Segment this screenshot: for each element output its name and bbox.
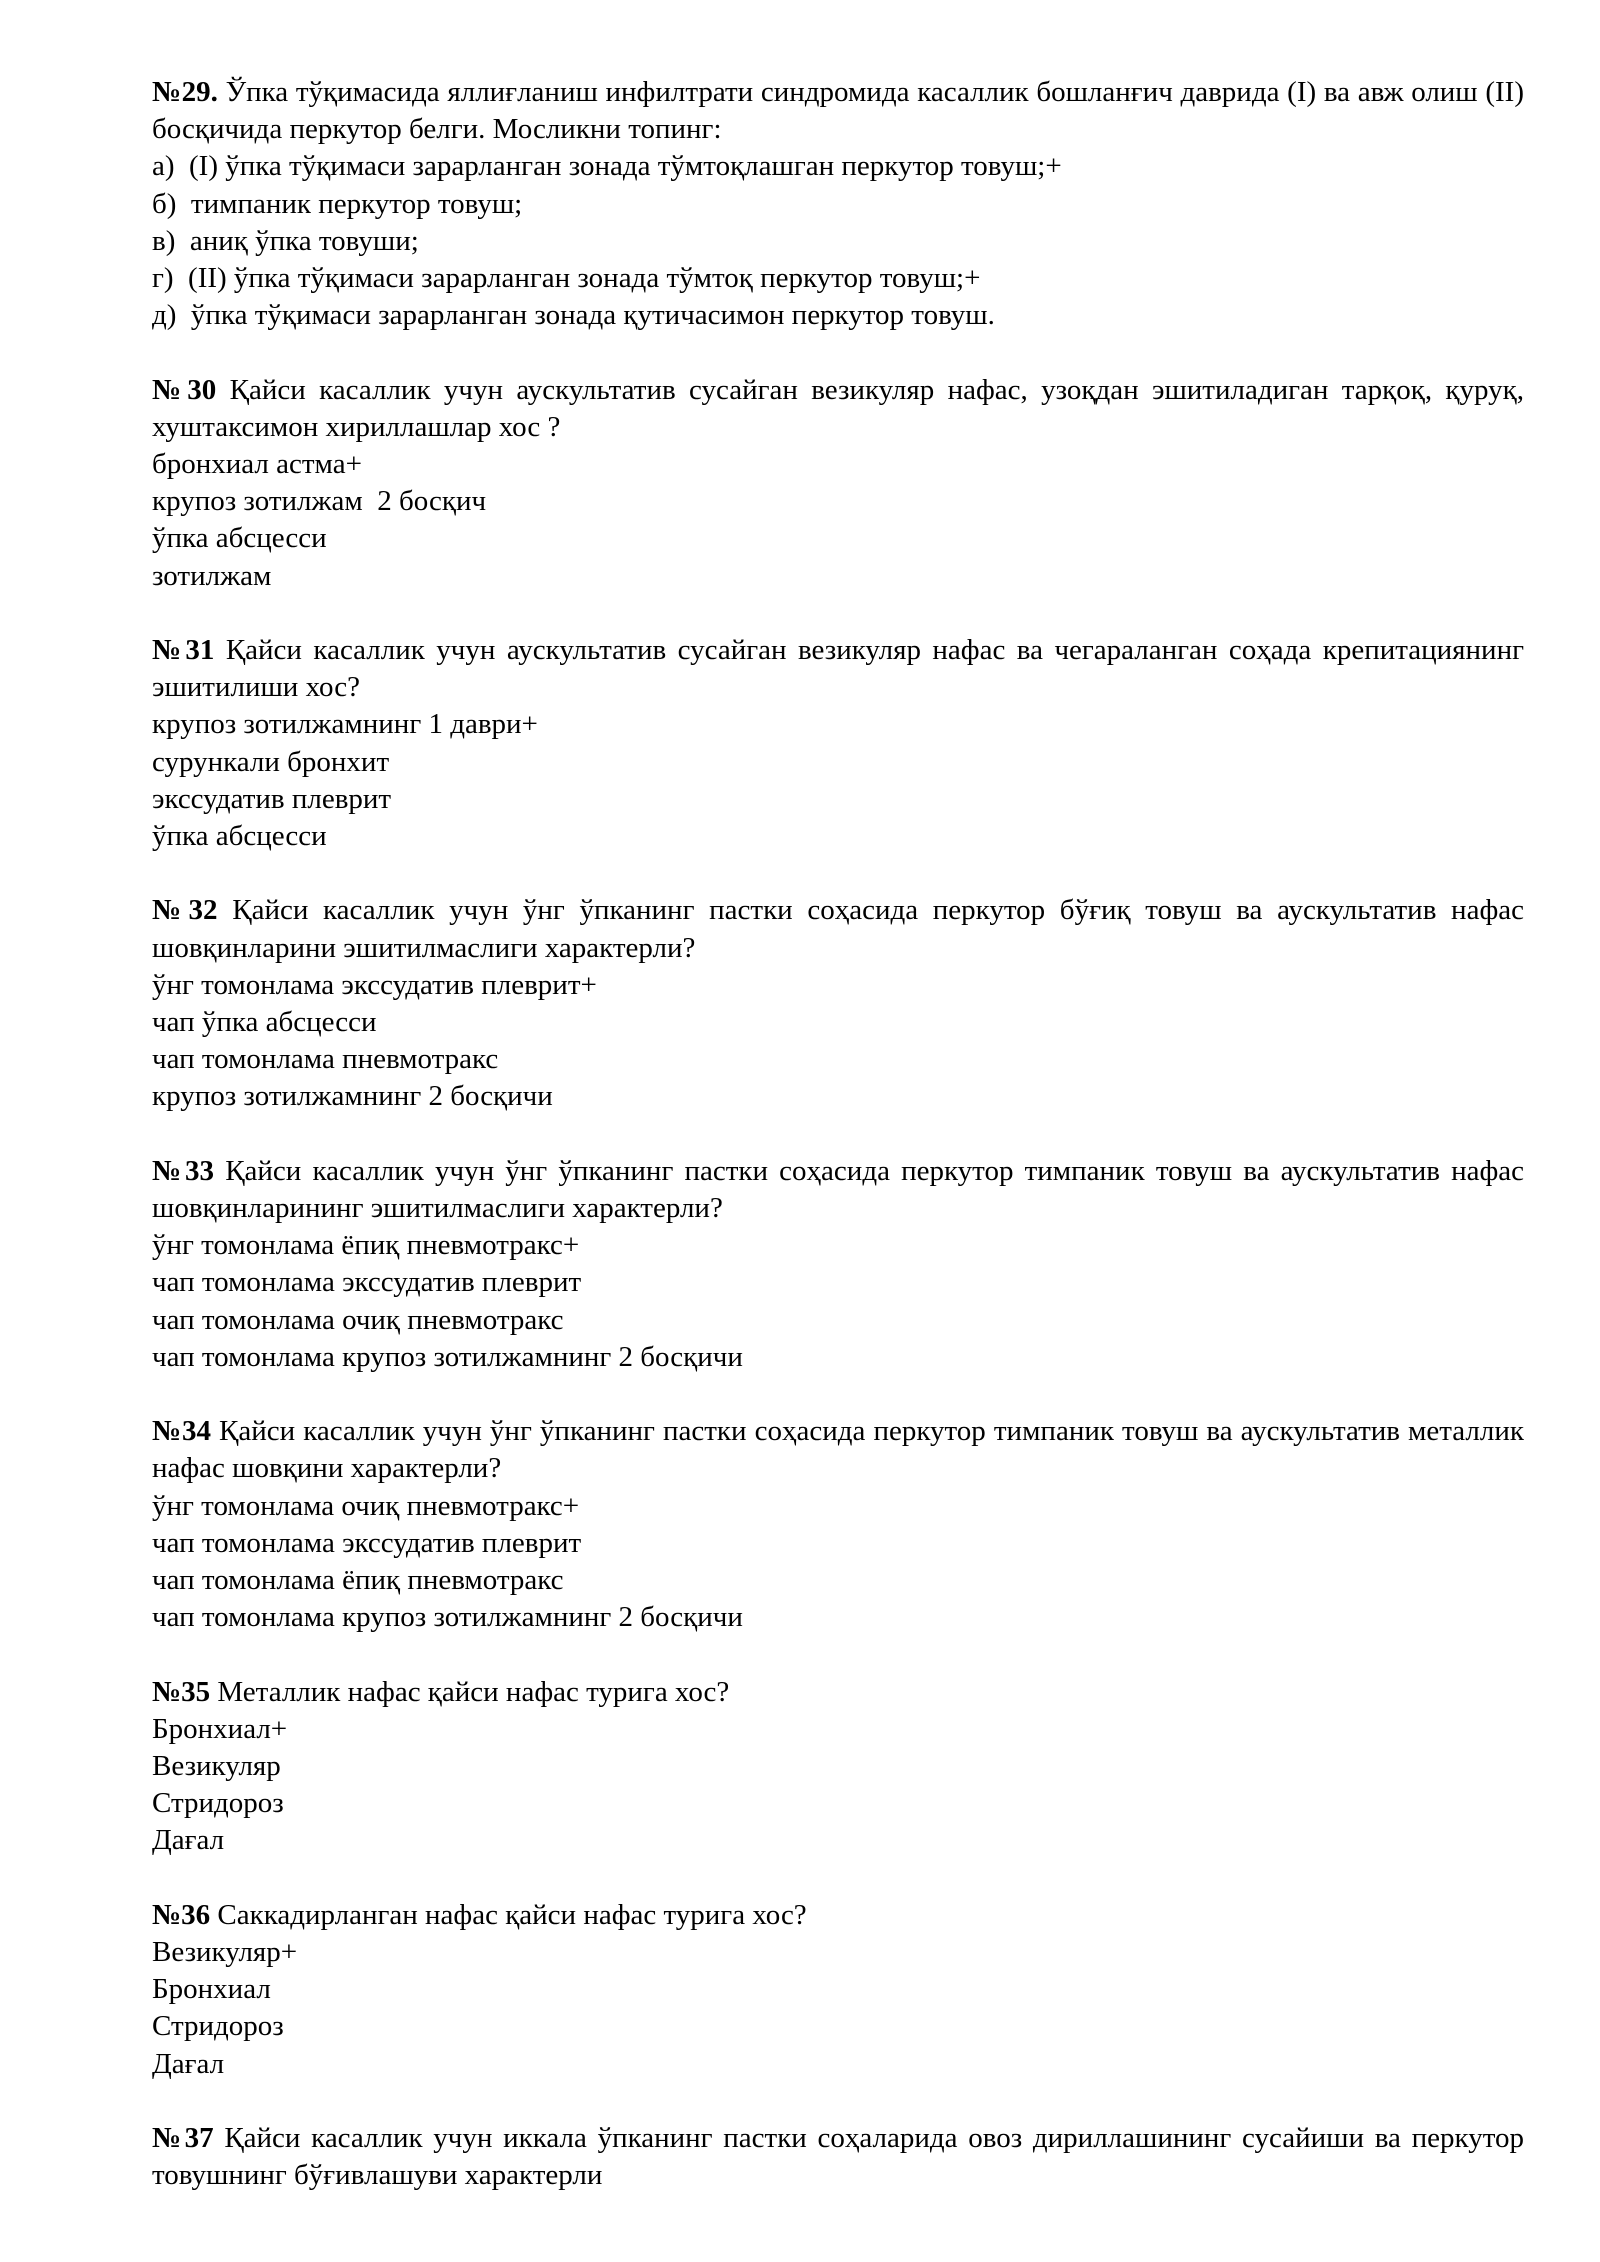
question-29-option-a: а) (I) ўпка тўқимаси зарарланган зонада тўмтоқлашган перкутор товуш;+ — [152, 150, 1062, 183]
question-36-option-3: Стридороз — [152, 2010, 284, 2043]
question-31-option-1: крупоз зотилжамнинг 1 даври+ — [152, 708, 538, 741]
question-35-option-4: Дағал — [152, 1824, 225, 1857]
question-30-header — [152, 372, 1524, 446]
question-36-option-2: Бронхиал — [152, 1973, 271, 2006]
question-33 — [152, 1153, 1524, 1376]
question-33-option-1: ўнг томонлама ёпиқ пневмотракс+ — [152, 1229, 580, 1262]
question-36-number: №36 — [152, 1898, 211, 1931]
question-29-option-b: б) тимпаник перкутор товуш; — [152, 187, 523, 220]
question-30 — [152, 372, 1524, 595]
question-32-header — [152, 892, 1524, 966]
question-33-header — [152, 1153, 1524, 1227]
question-34-header — [152, 1413, 1524, 1487]
question-32-option-2: чап ўпка абсцесси — [152, 1006, 377, 1039]
question-30-option-1: бронхиал астма+ — [152, 448, 362, 481]
question-36-option-4: Дағал — [152, 2047, 225, 2080]
question-32 — [152, 892, 1524, 1115]
question-29-header — [152, 74, 1524, 148]
question-34 — [152, 1413, 1524, 1636]
question-31-option-4: ўпка абсцесси — [152, 820, 327, 853]
question-31-option-2: сурункали бронхит — [152, 745, 390, 778]
question-37-number: №37 — [152, 2122, 214, 2155]
question-36 — [152, 1897, 1524, 2083]
question-37-text: Қайси касаллик учун иккала ўпканинг пастки соҳаларида овоз дириллашининг сусайиши ва перкутор товушнинг бўғивлашуви характерли — [152, 2122, 1524, 2192]
question-31-text: Қайси касаллик учун аускультатив сусайган везикуляр нафас ва чегараланган соҳада крепитациянинг эшитилиши хос? — [152, 634, 1524, 704]
question-35-header — [152, 1674, 1524, 1711]
question-33-text: Қайси касаллик учун ўнг ўпканинг пастки соҳасида перкутор тимпаник товуш ва аускультатив нафас шовқинларининг эшитилмаслиги характерли? — [152, 1154, 1524, 1225]
question-34-option-1: ўнг томонлама очиқ пневмотракс+ — [152, 1489, 580, 1522]
question-30-option-2: крупоз зотилжам 2 босқич — [152, 485, 487, 518]
question-36-text: Саккадирланган нафас қайси нафас турига хос? — [210, 1898, 807, 1931]
question-29-option-c: в) аниқ ўпка товуши; — [152, 224, 419, 257]
question-33-option-3: чап томонлама очиқ пневмотракс — [152, 1303, 564, 1336]
question-34-option-2: чап томонлама экссудатив плеврит — [152, 1526, 582, 1559]
document-page — [152, 74, 1524, 2232]
question-33-number: №33 — [152, 1154, 215, 1187]
question-35-text: Металлик нафас қайси нафас турига хос? — [210, 1675, 730, 1708]
question-34-number: №34 — [152, 1415, 211, 1448]
question-35-number: №35 — [152, 1675, 211, 1708]
question-31-header — [152, 632, 1524, 706]
question-29 — [152, 74, 1524, 334]
question-34-text: Қайси касаллик учун ўнг ўпканинг пастки соҳасида перкутор тимпаник товуш ва аускультатив металлик нафас шовқини характерли? — [152, 1415, 1524, 1485]
question-33-option-4: чап томонлама крупоз зотилжамнинг 2 босқичи — [152, 1340, 743, 1373]
question-30-option-3: ўпка абсцесси — [152, 522, 327, 555]
question-32-option-3: чап томонлама пневмотракс — [152, 1043, 499, 1076]
question-29-option-e: д) ўпка тўқимаси зарарланган зонада қутичасимон перкутор товуш. — [152, 299, 995, 332]
question-36-header — [152, 1897, 1524, 1934]
question-32-option-4: крупоз зотилжамнинг 2 босқичи — [152, 1080, 553, 1113]
question-32-option-1: ўнг томонлама экссудатив плеврит+ — [152, 968, 597, 1001]
question-29-number: №29. — [152, 76, 218, 108]
question-31 — [152, 632, 1524, 855]
question-33-option-2: чап томонлама экссудатив плеврит — [152, 1266, 582, 1299]
question-29-text: Ўпка тўқимасида яллиғланиш инфилтрати синдромида касаллик бошланғич даврида (I) ва авж олиш (II) босқичида перкутор белги. Мосликни топинг: — [152, 76, 1524, 146]
question-29-option-d: г) (II) ўпка тўқимаси зарарланган зонада тўмтоқ перкутор товуш;+ — [152, 262, 981, 295]
question-30-number: №30 — [152, 373, 217, 406]
question-35-option-2: Везикуляр — [152, 1750, 281, 1783]
question-35 — [152, 1674, 1524, 1860]
question-31-number: №31 — [152, 634, 215, 667]
question-34-option-4: чап томонлама крупоз зотилжамнинг 2 босқичи — [152, 1601, 743, 1634]
question-36-option-1: Везикуляр+ — [152, 1936, 298, 1969]
question-30-text: Қайси касаллик учун аускультатив сусайган везикуляр нафас, узоқдан эшитиладиган тарқоқ, қуруқ, хуштаксимон хириллашлар хос ? — [152, 373, 1524, 443]
question-35-option-1: Бронхиал+ — [152, 1712, 288, 1745]
question-35-option-3: Стридороз — [152, 1787, 284, 1820]
question-37 — [152, 2120, 1524, 2194]
question-34-option-3: чап томонлама ёпиқ пневмотракс — [152, 1564, 564, 1597]
question-32-text: Қайси касаллик учун ўнг ўпканинг пастки соҳасида перкутор бўғиқ товуш ва аускультатив нафас шовқинларини эшитилмаслиги характерли? — [152, 894, 1524, 964]
question-30-option-4: зотилжам — [152, 559, 272, 592]
question-31-option-3: экссудатив плеврит — [152, 782, 392, 815]
question-32-number: №32 — [152, 894, 218, 927]
question-37-header — [152, 2120, 1524, 2194]
